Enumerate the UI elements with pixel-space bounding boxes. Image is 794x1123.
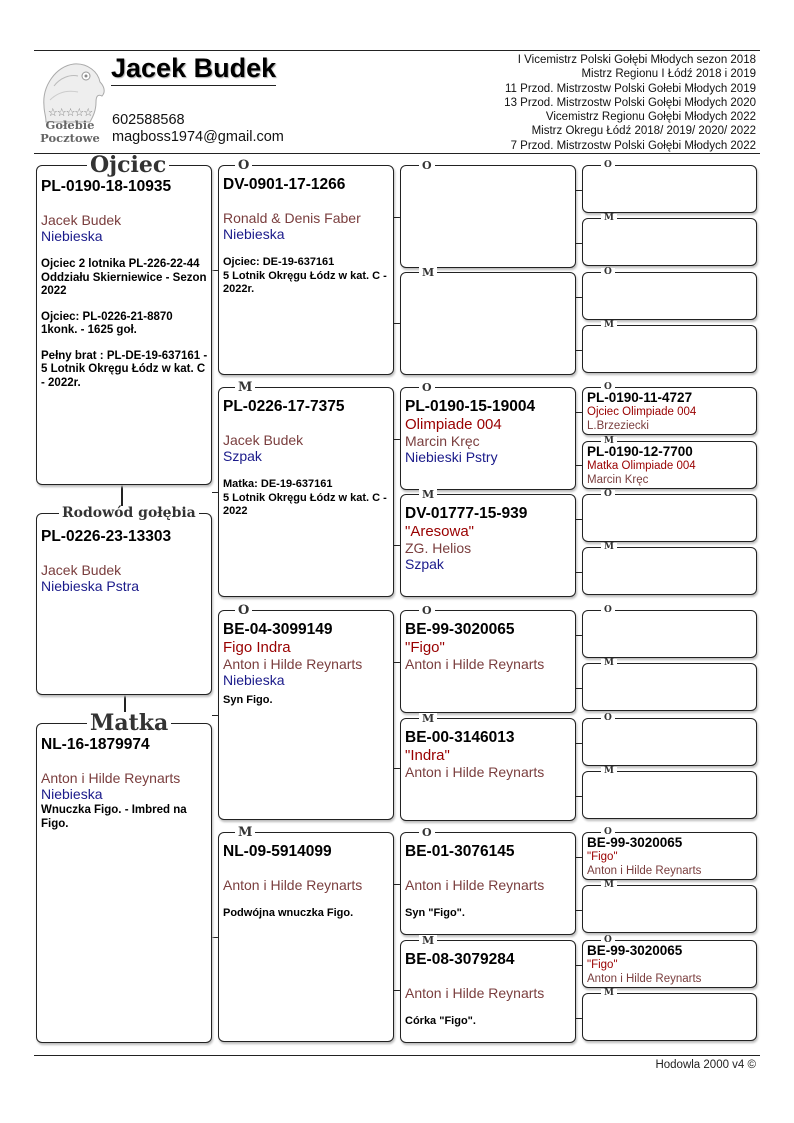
gen4-content: [587, 445, 753, 487]
gen3-content: [405, 729, 572, 780]
gen3-card[interactable]: [400, 381, 576, 490]
gen3-card[interactable]: [400, 266, 576, 375]
gen2-ring: DV-0901-17-1266: [223, 176, 346, 193]
gen2-content: [223, 621, 390, 708]
gen4-card[interactable]: [582, 160, 757, 213]
subject-card[interactable]: [36, 505, 212, 695]
gen3-ring: DV-01777-15-939: [405, 505, 528, 522]
owner-name: Jacek Budek: [111, 53, 276, 86]
gen3-card[interactable]: [400, 712, 576, 821]
gen3-label: M: [419, 713, 437, 724]
spacer: [223, 194, 390, 210]
father-notes: [41, 258, 208, 390]
owner-email: magboss1974@gmail.com: [112, 129, 284, 145]
gen2-name: Figo Indra: [223, 639, 291, 656]
gen3-label: O: [419, 605, 435, 616]
gen4-card[interactable]: [582, 880, 757, 933]
gen4-label: O: [601, 161, 615, 170]
gen3-breeder: ZG. Helios: [405, 540, 472, 556]
father-note: Pełny brat : PL-DE-19-637161 - 5 Lotnik Okręgu Łódz w kat. C - 2022r.: [41, 349, 208, 389]
gen2-color: Szpak: [223, 448, 262, 464]
gen3-card[interactable]: [400, 488, 576, 597]
gen3-ring: BE-01-3076145: [405, 843, 515, 860]
gen3-color: Szpak: [405, 556, 444, 572]
gen4-content: [587, 836, 753, 878]
gen2-label: M: [235, 381, 255, 394]
mother-label: Matka: [87, 712, 171, 734]
gen3-breeder: Marcin Kręc: [405, 433, 480, 449]
gen4-card[interactable]: [582, 935, 757, 988]
mother-color: Niebieska: [41, 786, 103, 802]
award-item: Mistrz Regionu I Łódź 2018 i 2019: [581, 68, 756, 81]
gen4-content: [587, 391, 753, 433]
gen4-label: M: [601, 659, 617, 668]
gen2-label: M: [235, 826, 255, 839]
gen2-breeder: Ronald & Denis Faber: [223, 210, 361, 226]
gen4-label: M: [601, 881, 617, 890]
father-note: Ojciec: PL-0226-21-8870 1konk. - 1625 goł.: [41, 310, 173, 336]
gen4-ring: BE-99-3020065: [587, 835, 683, 850]
gen3-card[interactable]: [400, 826, 576, 935]
father-card[interactable]: [36, 152, 212, 485]
gen4-label: O: [601, 490, 615, 499]
gen4-name: Ojciec Olimpiade 004: [587, 406, 697, 418]
gen4-card[interactable]: [582, 827, 757, 880]
mother-ring: NL-16-1879974: [41, 736, 150, 753]
gen3-card[interactable]: [400, 604, 576, 713]
gen4-card[interactable]: [582, 436, 757, 489]
gen2-notes: Ojciec: DE-19-637161 5 Lotnik Okręgu Łódz w kat. C - 2022r.: [223, 256, 387, 295]
gen3-label: O: [419, 160, 435, 171]
gen4-breeder: Anton i Hilde Reynarts: [587, 973, 702, 985]
gen2-card[interactable]: [218, 825, 394, 1042]
spacer: [223, 416, 390, 432]
gen4-label: O: [601, 606, 615, 615]
father-breeder: Jacek Budek: [41, 212, 122, 228]
mother-breeder: Anton i Hilde Reynarts: [41, 770, 181, 786]
award-item: Vicemistrz Regionu Gołębi Młodych 2022: [545, 111, 756, 124]
gen3-content: [405, 505, 572, 572]
gen4-label: O: [601, 383, 615, 392]
gen2-label: O: [235, 604, 252, 617]
footer-rule: [34, 1055, 760, 1056]
header-top-rule: [34, 50, 760, 51]
logo-text-line1: Gołebie: [45, 118, 95, 132]
award-item: Mistrz Okregu Łódź 2018/ 2019/ 2020/ 2022: [531, 125, 756, 138]
gen4-label: O: [601, 714, 615, 723]
award-item: 13 Przod. Mistrzostw Polski Gołębi Młodych 2020: [504, 96, 756, 109]
gen3-ring: BE-99-3020065: [405, 621, 515, 638]
gen2-notes: Matka: DE-19-637161 5 Lotnik Okręgu Łódz w kat. C - 2022: [223, 478, 387, 517]
owner-phone: 602588568: [112, 112, 185, 128]
gen4-name: "Figo": [587, 959, 618, 971]
subject-breeder: Jacek Budek: [41, 562, 122, 578]
gen4-label: O: [601, 828, 615, 837]
gen2-ring: BE-04-3099149: [223, 621, 333, 638]
gen4-card[interactable]: [582, 658, 757, 711]
gen2-content: [223, 398, 390, 519]
spacer: [405, 969, 572, 985]
gen2-notes: Syn Figo.: [223, 694, 273, 706]
gen3-card[interactable]: [400, 159, 576, 268]
gen4-card[interactable]: [582, 382, 757, 435]
gen4-card[interactable]: [582, 267, 757, 320]
gen3-notes: Córka "Figo".: [405, 1015, 476, 1027]
gen4-label: M: [601, 321, 617, 330]
award-item: I Vicemistrz Polski Gołębi Młodych sezon 2018: [517, 54, 756, 66]
gen4-card[interactable]: [582, 766, 757, 819]
subject-color: Niebieska Pstra: [41, 578, 140, 594]
gen2-ring: NL-09-5914099: [223, 843, 332, 860]
gen3-name: Olimpiade 004: [405, 416, 502, 433]
gen3-label: M: [419, 489, 437, 500]
gen3-label: O: [419, 382, 435, 393]
gen4-content: [587, 944, 753, 986]
gen3-name: "Figo": [405, 639, 445, 656]
gen4-card[interactable]: [582, 713, 757, 766]
gen4-card[interactable]: [582, 213, 757, 266]
gen2-content: [223, 176, 390, 297]
father-label: Ojciec: [87, 154, 169, 176]
gen3-breeder: Anton i Hilde Reynarts: [405, 656, 545, 672]
footer-text: Hodowla 2000 v4 ©: [655, 1059, 756, 1071]
gen4-card[interactable]: [582, 542, 757, 595]
gen3-ring: PL-0190-15-19004: [405, 398, 536, 415]
gen3-card[interactable]: [400, 934, 576, 1043]
gen3-name: "Aresowa": [405, 523, 475, 540]
gen3-label: M: [419, 267, 437, 278]
spacer: [223, 861, 390, 877]
gen3-content: [405, 951, 572, 1029]
gen4-label: M: [601, 437, 617, 446]
gen2-color: Niebieska: [223, 672, 285, 688]
logo-stars: ☆☆☆☆☆: [47, 107, 93, 119]
father-ring: PL-0190-18-10935: [41, 178, 172, 195]
gen2-breeder: Jacek Budek: [223, 432, 304, 448]
gen3-content: [405, 398, 572, 465]
gen4-card[interactable]: [582, 320, 757, 373]
gen2-breeder: Anton i Hilde Reynarts: [223, 877, 363, 893]
gen4-breeder: Marcin Kręc: [587, 474, 649, 486]
gen4-label: M: [601, 543, 617, 552]
gen2-card[interactable]: [218, 603, 394, 820]
mother-notes: Wnuczka Figo. - Imbred na Figo.: [41, 804, 187, 830]
father-note: Ojciec 2 lotnika PL-226-22-44 Oddziału Skierniewice - Sezon 2022: [41, 258, 207, 297]
gen2-content: [223, 843, 390, 921]
spacer: [405, 861, 572, 877]
gen3-content: [405, 843, 572, 921]
gen3-notes: Syn "Figo".: [405, 907, 465, 919]
gen3-content: [405, 621, 572, 672]
gen4-ring: PL-0190-11-4727: [587, 390, 693, 405]
gen4-ring: BE-99-3020065: [587, 943, 683, 958]
gen2-breeder: Anton i Hilde Reynarts: [223, 656, 363, 672]
gen3-breeder: Anton i Hilde Reynarts: [405, 877, 545, 893]
gen2-label: O: [235, 159, 252, 172]
gen3-name: "Indra": [405, 747, 450, 764]
gen4-card[interactable]: [582, 489, 757, 542]
award-item: 7 Przod. Mistrzostw Polski Gołębi Młodych 2022: [510, 139, 756, 152]
gen2-card[interactable]: [218, 380, 394, 597]
gen3-color: Niebieski Pstry: [405, 449, 498, 465]
gen4-label: O: [601, 936, 615, 945]
gen2-card[interactable]: [218, 158, 394, 375]
gen4-label: O: [601, 268, 615, 277]
gen2-ring: PL-0226-17-7375: [223, 398, 345, 415]
gen3-label: M: [419, 935, 437, 946]
gen3-breeder: Anton i Hilde Reynarts: [405, 764, 545, 780]
gen3-ring: BE-08-3079284: [405, 951, 515, 968]
gen3-breeder: Anton i Hilde Reynarts: [405, 985, 545, 1001]
gen4-name: "Figo": [587, 851, 618, 863]
subject-label: Rodowód gołębia: [59, 506, 199, 520]
gen3-label: O: [419, 827, 435, 838]
subject-ring: PL-0226-23-13303: [41, 528, 172, 545]
gen4-label: M: [601, 989, 617, 998]
mother-card[interactable]: [36, 710, 212, 1043]
gen4-label: M: [601, 767, 617, 776]
gen3-ring: BE-00-3146013: [405, 729, 515, 746]
award-item: 11 Przod. Mistrzostw Polski Gołebi Młodych 2019: [505, 82, 756, 95]
gen4-label: M: [601, 214, 617, 223]
gen2-notes: Podwójna wnuczka Figo.: [223, 907, 354, 919]
awards-list: [504, 53, 756, 153]
gen4-breeder: L.Brzeziecki: [587, 420, 649, 432]
gen4-breeder: Anton i Hilde Reynarts: [587, 865, 702, 877]
father-color: Niebieska: [41, 228, 103, 244]
gen4-ring: PL-0190-12-7700: [587, 444, 693, 459]
gen2-color: Niebieska: [223, 226, 285, 242]
gen4-card[interactable]: [582, 605, 757, 658]
gen4-card[interactable]: [582, 988, 757, 1041]
logo-text-line2: Pocztowe: [40, 131, 100, 145]
gen4-name: Matka Olimpiade 004: [587, 460, 696, 472]
